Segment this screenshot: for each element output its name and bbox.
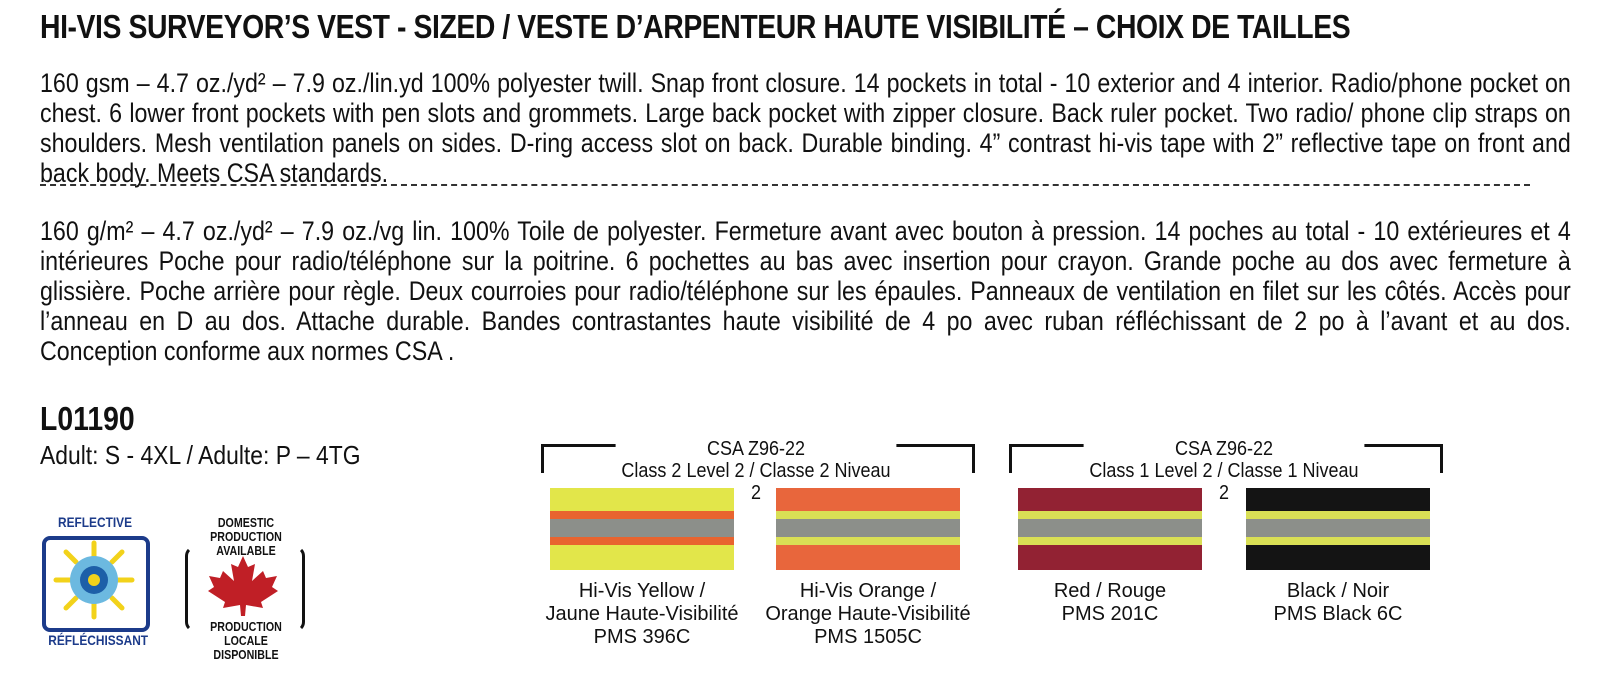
swatch-contrast-tape: [1018, 537, 1202, 545]
caption-red: [998, 580, 1222, 626]
divider: [40, 184, 1530, 186]
caption-hi-vis-yellow: [530, 580, 754, 649]
color-name-en: Hi-Vis Orange /: [799, 580, 937, 602]
product-code: L01190: [40, 400, 135, 437]
color-pms: PMS 201C: [1061, 603, 1159, 625]
color-pms: PMS 1505C: [814, 626, 922, 648]
size-range: Adult: S - 4XL / Adulte: P – 4TG: [40, 440, 361, 470]
color-name-en: Black / Noir: [1286, 580, 1390, 602]
description-english: 160 gsm – 4.7 oz./yd² – 7.9 oz./lin.yd 100% polyester twill. Snap front closure. 14 pockets in total - 10 exterior and 4 interior. Radio/phone pocket on chest. 6 lower front pockets with pen slots and grommets. Large back pocket with zipper closure. Back ruler pocket. Two radio/ phone clip straps on shoulders. Mesh ventilation panels on sides. D-ring access slot on back. Durable binding. 4” contrast hi-vis tape with 2” reflective tape on front and back body. Meets CSA standards.: [40, 68, 1571, 188]
swatch-reflective-stripe: [1246, 519, 1430, 537]
class-1-level: Class 1 Level 2 / Classe 1 Niveau 2: [1089, 460, 1359, 504]
reflective-label-fr: RÉFLÉCHISSANT: [48, 632, 149, 648]
swatch-reflective-stripe: [550, 519, 734, 537]
swatch-red: [1018, 488, 1202, 570]
domestic-label: DOMESTIC PRODUCTION AVAILABLE: [210, 515, 282, 558]
swatch-contrast-tape: [1018, 511, 1202, 519]
color-name-fr: Jaune Haute-Visibilité: [545, 603, 739, 625]
class-2-level: Class 2 Level 2 / Classe 2 Niveau 2: [621, 460, 891, 504]
color-name-en: Red / Rouge: [1053, 580, 1167, 602]
swatch-reflective-stripe: [1018, 519, 1202, 537]
caption-hi-vis-orange: [756, 580, 980, 649]
reflective-sun-icon: [50, 539, 138, 621]
domestic-production-badge: [185, 514, 307, 664]
description-french: 160 g/m² – 4.7 oz./yd² – 7.9 oz./vg lin. 100% Toile de polyester. Fermeture avant avec bouton à pression. 14 poches au total - 10 extérieures et 4 intérieures Poche pour radio/téléphone sur la poitrine. 6 pochettes au bas avec insertion pour crayon. Grande poche au dos avec fermeture à glissière. Poche arrière pour règle. Deux courroies pour radio/téléphone sur les épaules. Panneaux de ventilation en filet sur les côtés. Accès pour l’anneau en D au dos. Attache durable. Bandes contrastantes haute visibilité de 4 po avec ruban réfléchissant de 2 po à l’avant et au dos. Conception conforme aux normes CSA .: [40, 216, 1571, 366]
product-title: HI-VIS SURVEYOR’S VEST - SIZED / VESTE D’ARPENTEUR HAUTE VISIBILITÉ – CHOIX DE TAILLES: [40, 8, 1351, 45]
swatch-hi-vis-orange: [776, 488, 960, 570]
caption-black: [1226, 580, 1450, 626]
class-2-standard: CSA Z96-22: [706, 438, 806, 460]
swatch-contrast-tape: [1246, 511, 1430, 519]
color-pms: PMS Black 6C: [1273, 603, 1403, 625]
swatch-contrast-tape: [776, 537, 960, 545]
swatch-contrast-tape: [1246, 537, 1430, 545]
swatch-contrast-tape: [550, 511, 734, 519]
color-name-en: Hi-Vis Yellow /: [578, 580, 706, 602]
swatch-contrast-tape: [550, 537, 734, 545]
maple-leaf-icon: [205, 554, 281, 616]
domestic-label-fr: PRODUCTION LOCALE DISPONIBLE: [210, 619, 282, 662]
swatch-black: [1246, 488, 1430, 570]
swatch-contrast-tape: [776, 511, 960, 519]
swatch-hi-vis-yellow: [550, 488, 734, 570]
color-name-fr: Orange Haute-Visibilité: [765, 603, 971, 625]
swatch-reflective-stripe: [776, 519, 960, 537]
color-pms: PMS 396C: [593, 626, 691, 648]
reflective-badge: [40, 514, 150, 664]
reflective-label: REFLECTIVE: [57, 514, 133, 530]
class-1-standard: CSA Z96-22: [1174, 438, 1274, 460]
